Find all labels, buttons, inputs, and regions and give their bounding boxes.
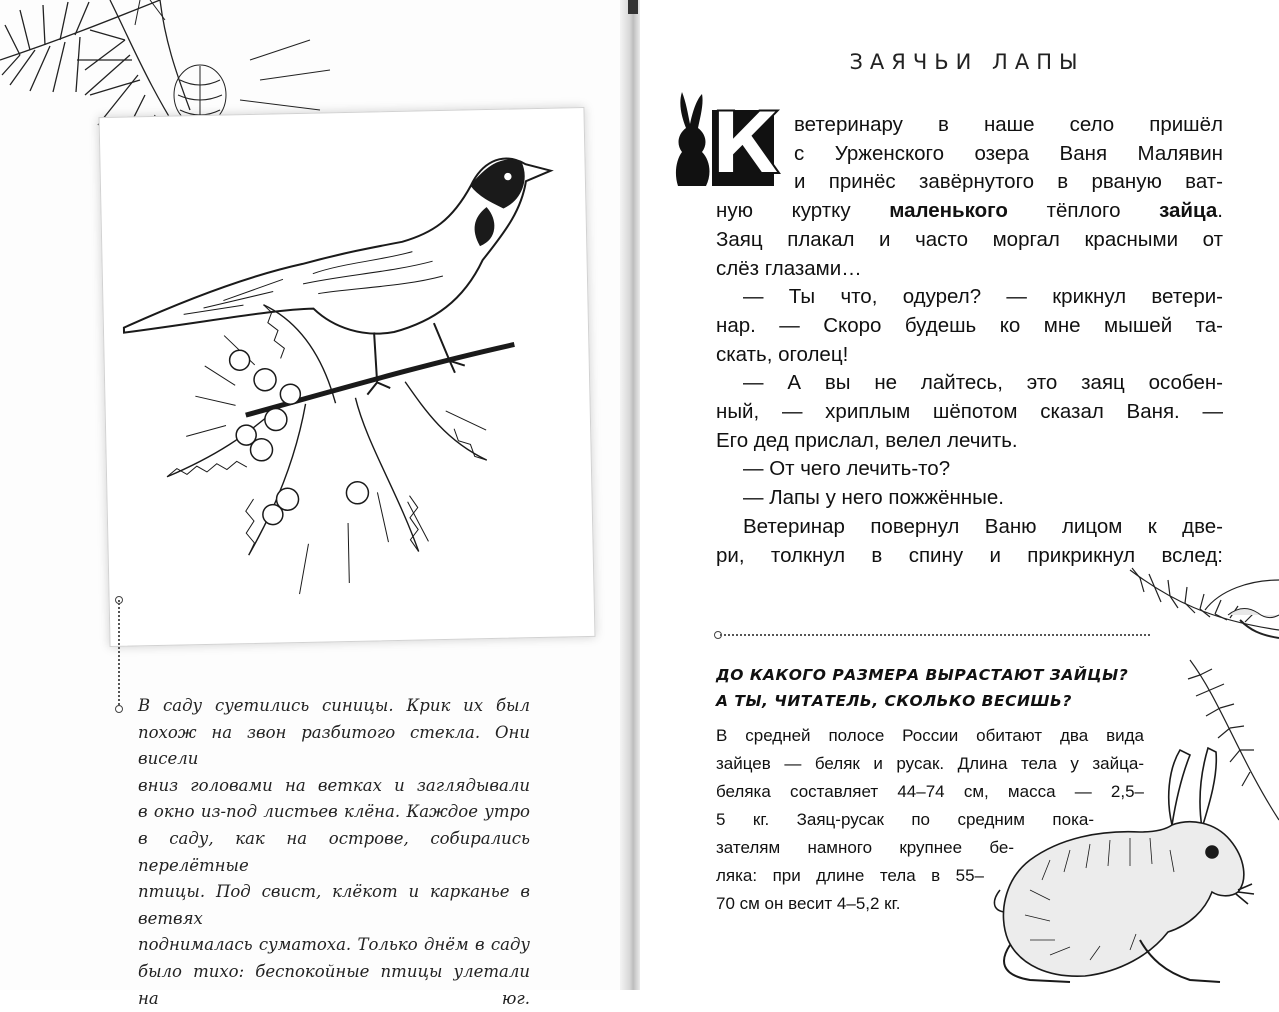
story-line — [716, 197, 1223, 226]
fact-line: зайцев — беляк и русак. Длина тела у зайца- — [716, 754, 1144, 773]
caption-line: в окно из-под листьев клёна. Каждое утро — [138, 802, 530, 822]
handwritten-caption — [138, 693, 530, 1012]
caption-line: вниз головами на ветках и заглядывали — [138, 775, 530, 795]
bird-illustration-card — [99, 107, 596, 647]
story-line: ветеринару в наше село пришёл — [794, 113, 1223, 136]
story-line: ный, — хриплым шёпотом сказал Ваня. — — [716, 400, 1223, 424]
fact-line: В средней полосе России обитают два вида — [716, 726, 1144, 745]
story-line: — Ты что, одурел? — крикнул ветери- — [743, 285, 1223, 309]
binding-clip — [628, 0, 638, 14]
story-line: Его дед прислал, велел лечить. — [716, 428, 1018, 452]
fact-heading-line: ДО КАКОГО РАЗМЕРА ВЫРАСТАЮТ ЗАЙЦЫ? — [716, 666, 1129, 684]
chapter-title: ЗАЯЧЬИ ЛАПЫ — [849, 50, 1085, 74]
caption-line: В саду суетились синицы. Крик их был — [138, 696, 530, 715]
fact-box-separator — [720, 634, 1150, 636]
caption-line: птицы. Под свист, клёкот и карканье в ветвях — [138, 882, 530, 928]
story-line: с Урженского озера Ваня Малявин — [794, 141, 1223, 165]
story-fragment: . — [1217, 199, 1223, 223]
story-fragment: тёплого — [1007, 199, 1160, 223]
story-line: Ветеринар повернул Ваню лицом к две- — [743, 514, 1223, 538]
story-line: слёз глазами… — [716, 256, 862, 280]
fact-heading-line: А ТЫ, ЧИТАТЕЛЬ, СКОЛЬКО ВЕСИШЬ? — [716, 692, 1072, 710]
dropcap-letter: К — [710, 94, 781, 194]
story-fragment: ную куртку — [716, 199, 890, 223]
story-bold-word: зайца — [1159, 199, 1218, 223]
caption-line: было тихо: беспокойные птицы улетали на юг. — [138, 961, 530, 1008]
dotted-line-end-dot — [115, 705, 123, 713]
chickadee-on-juniper-illustration — [100, 108, 595, 646]
story-line: нар. — Скоро будешь ко мне мышей та- — [716, 313, 1223, 337]
story-line: Заяц плакал и часто моргал красными от — [716, 227, 1223, 251]
fact-line: 70 см он весит 4–5,2 кг. — [716, 894, 901, 913]
fact-line: ляка: при длине тела в 55– — [716, 866, 984, 885]
caption-line: похож на звон разбитого стекла. Они висели — [138, 722, 530, 769]
story-line: — От чего лечить-то? — [743, 457, 951, 481]
fact-line: зателям намного крупнее бе- — [716, 838, 1014, 857]
story-line: ри, толкнул в спину и прикрикнул вслед: — [716, 543, 1223, 567]
story-line: — А вы не лайтесь, это заяц особен- — [743, 371, 1223, 395]
story-line: — Лапы у него пожжённые. — [743, 486, 1004, 510]
rabbit-illustration — [990, 740, 1260, 990]
dotted-connector-line — [118, 600, 120, 708]
fact-line: 5 кг. Заяц-русак по средним пока- — [716, 810, 1094, 829]
fact-line: беляка составляет 44–74 см, масса — 2,5– — [716, 782, 1144, 801]
fact-box-heading — [716, 662, 1146, 714]
story-text — [716, 111, 1223, 570]
caption-line: поднималась суматоха. Только днём в саду — [138, 935, 530, 955]
story-bold-word: маленького — [889, 199, 1008, 223]
caption-line: в саду, как на острове, собирались перелётные — [138, 828, 530, 875]
story-line: скать, оголец! — [716, 342, 849, 366]
story-line: и принёс завёрнутого в рваную ват- — [794, 170, 1223, 194]
